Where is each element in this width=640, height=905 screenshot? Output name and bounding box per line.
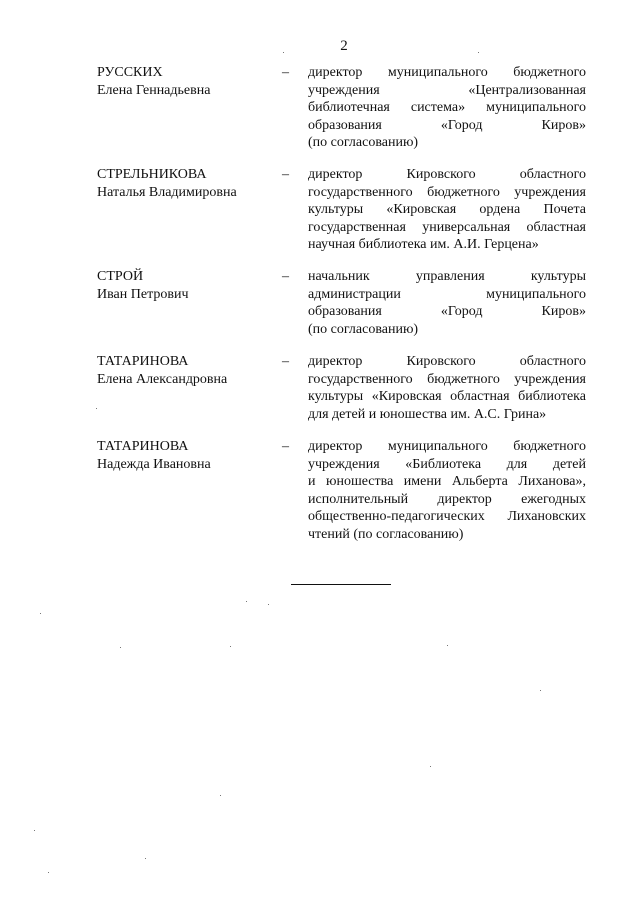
scan-speck — [230, 646, 231, 647]
scan-speck — [430, 766, 431, 767]
position-line: государственного бюджетного учреждения — [308, 184, 586, 200]
member-position — [308, 438, 586, 543]
scan-speck — [268, 604, 269, 605]
member-given-names: Надежда Ивановна — [97, 456, 211, 472]
position-line: директор муниципального бюджетного — [308, 65, 586, 80]
position-line: учреждения «Библиотека для детей — [308, 456, 586, 472]
position-line: государственная универсальная областная — [308, 219, 586, 235]
position-line: культуры «Кировская ордена Почета — [308, 202, 586, 217]
separator-dash: – — [282, 439, 289, 454]
scan-speck — [96, 408, 97, 409]
position-line: директор Кировского областного — [308, 354, 586, 369]
position-line: образования «Город Киров» — [308, 304, 586, 319]
member-name — [97, 353, 277, 388]
separator-dash: – — [282, 167, 289, 182]
scan-speck — [120, 647, 121, 648]
position-line: директор муниципального бюджетного — [308, 439, 586, 454]
scan-speck — [540, 690, 541, 691]
scan-speck — [34, 830, 35, 831]
member-name — [97, 64, 277, 99]
member-name — [97, 438, 277, 473]
position-line: (по согласованию) — [308, 321, 419, 337]
member-surname: СТРОЙ — [97, 269, 144, 284]
position-line: и юношества имени Альберта Лиханова», — [308, 474, 586, 489]
position-line: начальник управления культуры — [308, 269, 586, 284]
separator-dash: – — [282, 269, 289, 284]
member-surname: ТАТАРИНОВА — [97, 439, 189, 454]
position-line: образования «Город Киров» — [308, 117, 586, 133]
member-given-names: Елена Геннадьевна — [97, 82, 211, 98]
position-line: общественно-педагогических Лихановских — [308, 509, 586, 524]
position-line: культуры «Кировская областная библиотека — [308, 389, 586, 404]
page-number: 2 — [340, 38, 348, 54]
member-name — [97, 268, 277, 303]
position-line: государственного бюджетного учреждения — [308, 371, 586, 387]
position-line: исполнительный директор ежегодных — [308, 491, 586, 507]
scan-speck — [40, 613, 41, 614]
member-position — [308, 353, 586, 423]
position-line: учреждения «Централизованная — [308, 82, 586, 98]
scan-speck — [246, 601, 247, 602]
scan-speck — [145, 858, 146, 859]
scan-speck — [447, 645, 448, 646]
position-line: администрации муниципального — [308, 286, 586, 302]
position-line: директор Кировского областного — [308, 167, 586, 182]
position-line: для детей и юношества им. А.С. Грина» — [308, 406, 547, 422]
member-position — [308, 166, 586, 254]
scan-speck — [48, 872, 49, 873]
separator-dash: – — [282, 65, 289, 80]
member-position — [308, 64, 586, 152]
scan-speck — [283, 52, 284, 53]
position-line: библиотечная система» муниципального — [308, 100, 586, 115]
member-given-names: Иван Петрович — [97, 286, 189, 302]
scan-speck — [220, 795, 221, 796]
member-surname: РУССКИХ — [97, 65, 163, 80]
scan-speck — [478, 52, 479, 53]
member-given-names: Елена Александровна — [97, 371, 228, 387]
member-name — [97, 166, 277, 201]
separator-dash: – — [282, 354, 289, 369]
member-given-names: Наталья Владимировна — [97, 184, 237, 200]
closing-rule — [291, 584, 391, 585]
position-line: научная библиотека им. А.И. Герцена» — [308, 237, 539, 252]
position-line: (по согласованию) — [308, 135, 419, 150]
member-surname: СТРЕЛЬНИКОВА — [97, 167, 207, 182]
position-line: чтений (по согласованию) — [308, 526, 464, 542]
member-surname: ТАТАРИНОВА — [97, 354, 189, 369]
member-position — [308, 268, 586, 338]
